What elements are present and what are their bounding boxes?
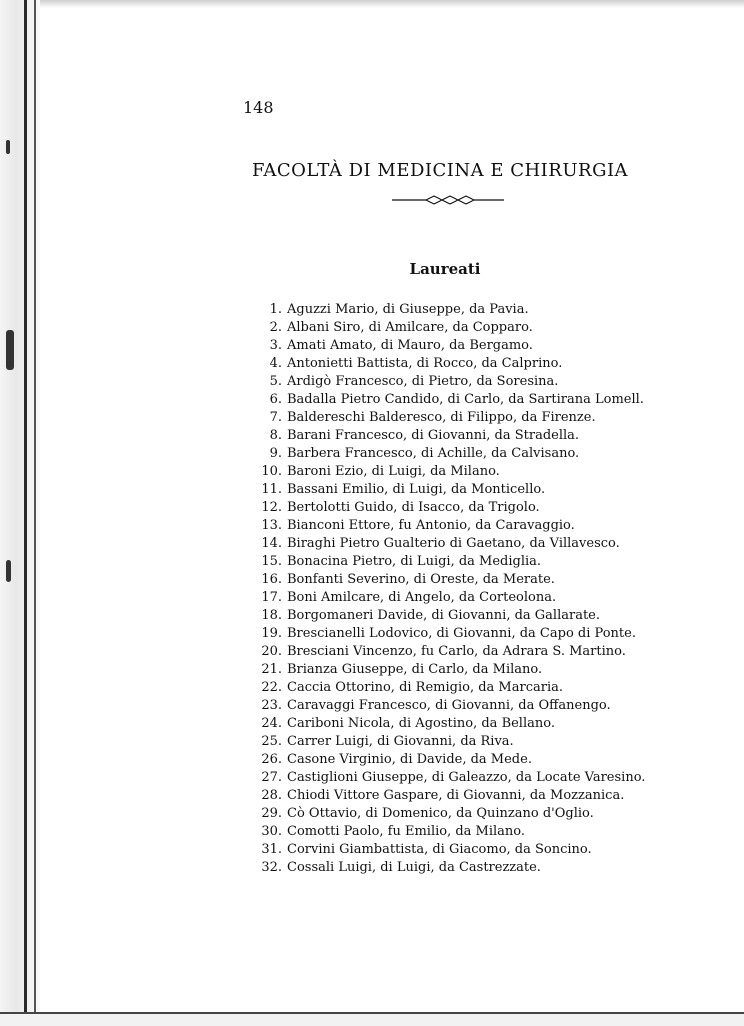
list-item: [245, 445, 665, 463]
list-item: [245, 517, 665, 535]
page-number: 148: [243, 98, 274, 117]
entry-text: Albani Siro, di Amilcare, da Copparo.: [287, 320, 533, 335]
list-item: [245, 553, 665, 571]
entry-text: Amati Amato, di Mauro, da Bergamo.: [287, 338, 533, 353]
entry-number: 13.: [261, 518, 282, 533]
entry-text: Antonietti Battista, di Rocco, da Calprino.: [287, 356, 563, 371]
entry-number: 8.: [269, 428, 282, 443]
entry-number: 6.: [269, 392, 282, 407]
entry-number: 23.: [261, 698, 282, 713]
entry-number: 26.: [261, 752, 282, 767]
list-item: [245, 715, 665, 733]
graduates-list: [245, 301, 665, 877]
list-item: [245, 571, 665, 589]
list-item: [245, 589, 665, 607]
list-item: [245, 535, 665, 553]
binding-mark: [6, 140, 10, 154]
entry-number: 14.: [261, 536, 282, 551]
entry-number: 17.: [261, 590, 282, 605]
entry-text: Cò Ottavio, di Domenico, da Quinzano d'Oglio.: [287, 806, 594, 821]
list-item: [245, 625, 665, 643]
list-item: [245, 607, 665, 625]
entry-number: 12.: [261, 500, 282, 515]
entry-text: Caravaggi Francesco, di Giovanni, da Offanengo.: [287, 698, 611, 713]
binding-mark: [6, 560, 11, 582]
list-item: [245, 805, 665, 823]
list-item: [245, 355, 665, 373]
binding-rule: [34, 0, 36, 1024]
entry-text: Castiglioni Giuseppe, di Galeazzo, da Locate Varesino.: [287, 770, 646, 785]
page-title: FACOLTÀ DI MEDICINA E CHIRURGIA: [251, 160, 629, 181]
entry-number: 21.: [261, 662, 282, 677]
entry-number: 2.: [269, 320, 282, 335]
list-item: [245, 823, 665, 841]
page-top-edge: [40, 0, 744, 8]
list-item: [245, 679, 665, 697]
entry-number: 7.: [269, 410, 282, 425]
entry-text: Bonfanti Severino, di Oreste, da Merate.: [287, 572, 555, 587]
list-item: [245, 301, 665, 319]
entry-text: Bassani Emilio, di Luigi, da Monticello.: [287, 482, 546, 497]
entry-text: Boni Amilcare, di Angelo, da Corteolona.: [287, 590, 557, 605]
list-item: [245, 661, 665, 679]
entry-text: Bertolotti Guido, di Isacco, da Trigolo.: [287, 500, 540, 515]
list-item: [245, 391, 665, 409]
entry-number: 5.: [269, 374, 282, 389]
entry-text: Chiodi Vittore Gaspare, di Giovanni, da Mozzanica.: [287, 788, 625, 803]
entry-text: Badalla Pietro Candido, di Carlo, da Sartirana Lomell.: [287, 392, 644, 407]
entry-number: 3.: [269, 338, 282, 353]
list-item: [245, 841, 665, 859]
list-item: [245, 787, 665, 805]
entry-number: 16.: [261, 572, 282, 587]
list-item: [245, 427, 665, 445]
entry-number: 15.: [261, 554, 282, 569]
entry-number: 20.: [261, 644, 282, 659]
entry-number: 18.: [261, 608, 282, 623]
entry-text: Comotti Paolo, fu Emilio, da Milano.: [287, 824, 526, 839]
entry-text: Borgomaneri Davide, di Giovanni, da Gallarate.: [287, 608, 601, 623]
entry-number: 29.: [261, 806, 282, 821]
entry-number: 9.: [269, 446, 282, 461]
entry-text: Cariboni Nicola, di Agostino, da Bellano.: [287, 716, 555, 731]
entry-text: Brescianelli Lodovico, di Giovanni, da Capo di Ponte.: [287, 626, 636, 641]
entry-text: Corvini Giambattista, di Giacomo, da Soncino.: [287, 842, 592, 857]
entry-number: 11.: [261, 482, 282, 497]
list-item: [245, 697, 665, 715]
entry-number: 25.: [261, 734, 282, 749]
entry-number: 27.: [261, 770, 282, 785]
list-item: [245, 373, 665, 391]
binding-rule: [24, 0, 27, 1024]
list-item: [245, 499, 665, 517]
entry-text: Carrer Luigi, di Giovanni, da Riva.: [287, 734, 514, 749]
entry-number: 28.: [261, 788, 282, 803]
binding-mark: [6, 330, 14, 370]
list-item: [245, 733, 665, 751]
list-item: [245, 859, 665, 877]
book-binding-edge: [0, 0, 40, 1024]
entry-text: Cossali Luigi, di Luigi, da Castrezzate.: [287, 860, 541, 875]
entry-number: 31.: [261, 842, 282, 857]
entry-number: 4.: [269, 356, 282, 371]
entry-text: Bresciani Vincenzo, fu Carlo, da Adrara S. Martino.: [287, 644, 626, 659]
entry-text: Baldereschi Balderesco, di Filippo, da Firenze.: [287, 410, 596, 425]
entry-text: Casone Virginio, di Davide, da Mede.: [287, 752, 532, 767]
entry-number: 19.: [261, 626, 282, 641]
entry-number: 1.: [269, 302, 282, 317]
ornament-divider-icon: [392, 194, 504, 206]
entry-number: 22.: [261, 680, 282, 695]
entry-text: Brianza Giuseppe, di Carlo, da Milano.: [287, 662, 543, 677]
entry-text: Caccia Ottorino, di Remigio, da Marcaria.: [287, 680, 563, 695]
list-item: [245, 481, 665, 499]
list-item: [245, 769, 665, 787]
entry-text: Aguzzi Mario, di Giuseppe, da Pavia.: [287, 302, 529, 317]
section-heading: Laureati: [409, 260, 481, 278]
entry-text: Barani Francesco, di Giovanni, da Stradella.: [287, 428, 580, 443]
entry-text: Barbera Francesco, di Achille, da Calvisano.: [287, 446, 580, 461]
list-item: [245, 751, 665, 769]
entry-number: 24.: [261, 716, 282, 731]
list-item: [245, 463, 665, 481]
entry-text: Ardigò Francesco, di Pietro, da Soresina.: [287, 374, 559, 389]
entry-number: 30.: [261, 824, 282, 839]
entry-text: Biraghi Pietro Gualterio di Gaetano, da Villavesco.: [287, 536, 620, 551]
list-item: [245, 337, 665, 355]
list-item: [245, 643, 665, 661]
entry-text: Bianconi Ettore, fu Antonio, da Caravaggio.: [287, 518, 575, 533]
list-item: [245, 319, 665, 337]
entry-text: Baroni Ezio, di Luigi, da Milano.: [287, 464, 500, 479]
entry-text: Bonacina Pietro, di Luigi, da Mediglia.: [287, 554, 542, 569]
entry-number: 10.: [261, 464, 282, 479]
entry-number: 32.: [261, 860, 282, 875]
list-item: [245, 409, 665, 427]
